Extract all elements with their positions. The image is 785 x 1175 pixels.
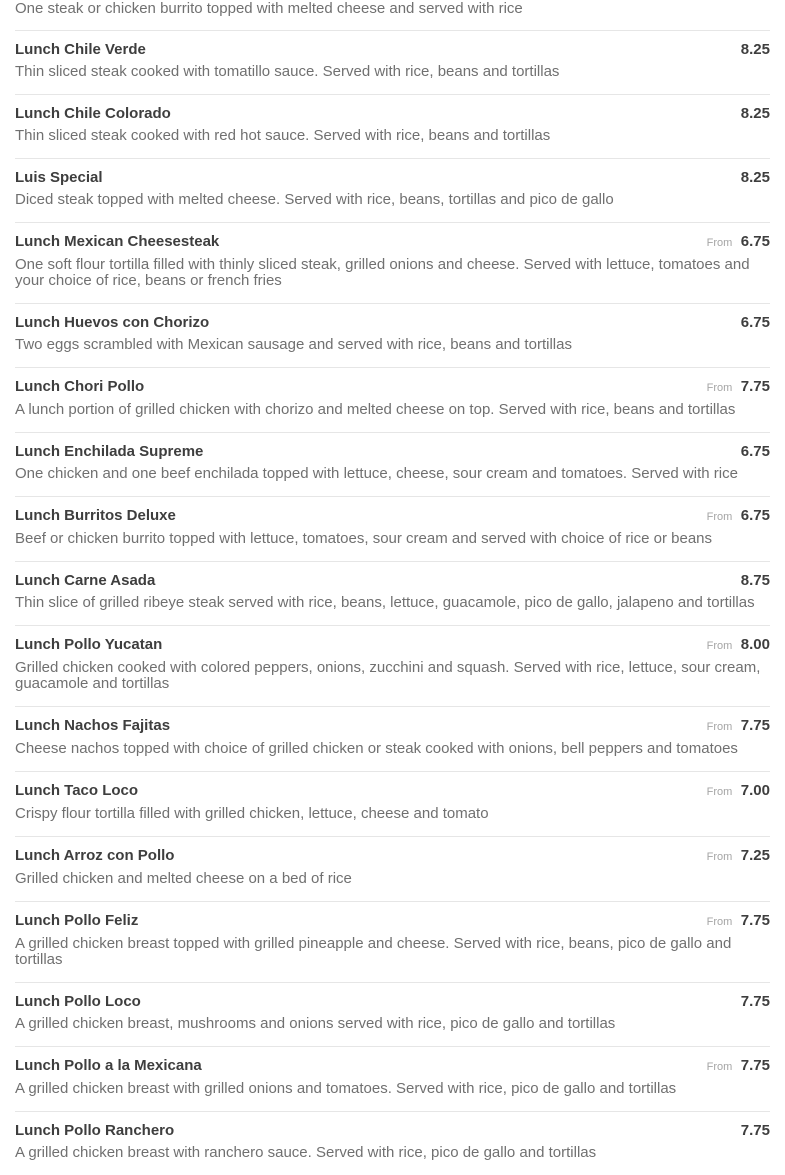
menu-item-header bbox=[15, 314, 770, 332]
menu-item-name: Lunch Pollo Loco bbox=[15, 993, 141, 1010]
menu-item-header bbox=[15, 443, 770, 461]
menu-item-price: 6.75 bbox=[740, 443, 770, 460]
menu-item-name: Lunch Chile Colorado bbox=[15, 105, 171, 122]
menu-item-price: 6.75 bbox=[740, 314, 770, 331]
menu-item-name: Lunch Pollo Ranchero bbox=[15, 1122, 175, 1139]
menu-item-header bbox=[15, 507, 770, 526]
menu-item-price: 7.25 bbox=[740, 847, 770, 864]
from-label: From bbox=[706, 721, 733, 733]
menu-item-price-group bbox=[695, 233, 770, 252]
menu-item-header bbox=[15, 1057, 770, 1076]
menu-item-description: Two eggs scrambled with Mexican sausage and served with rice, beans and tortillas bbox=[15, 336, 572, 353]
menu-item-name: Luis Special bbox=[15, 169, 103, 186]
menu-item-price: 7.75 bbox=[740, 378, 770, 395]
menu-item-description: Diced steak topped with melted cheese. Served with rice, beans, tortillas and pico de gallo bbox=[15, 191, 614, 208]
menu-item[interactable] bbox=[15, 496, 770, 561]
menu-item-header bbox=[15, 41, 770, 59]
menu-item-header bbox=[15, 993, 770, 1011]
menu-item[interactable] bbox=[15, 901, 770, 982]
menu-item-name: Lunch Pollo a la Mexicana bbox=[15, 1057, 202, 1074]
menu-item-description: Grilled chicken and melted cheese on a bed of rice bbox=[15, 870, 352, 887]
menu-item-price-group bbox=[695, 847, 770, 866]
menu-item-header bbox=[15, 717, 770, 736]
from-label: From bbox=[706, 916, 733, 928]
menu-item[interactable] bbox=[15, 771, 770, 836]
menu-item-price-group bbox=[695, 507, 770, 526]
menu-item-price: 8.25 bbox=[740, 169, 770, 186]
menu-item-header bbox=[15, 572, 770, 590]
menu-item-name: Lunch Chile Verde bbox=[15, 41, 146, 58]
from-label: From bbox=[706, 237, 733, 249]
menu-item[interactable] bbox=[15, 303, 770, 367]
menu-item-price-group bbox=[695, 1057, 770, 1076]
menu-item-description: Thin sliced steak cooked with red hot sauce. Served with rice, beans and tortillas bbox=[15, 127, 551, 144]
menu-item[interactable] bbox=[15, 982, 770, 1046]
menu-item[interactable] bbox=[15, 706, 770, 771]
menu-item-price: 6.75 bbox=[740, 233, 770, 250]
menu-item-name: Lunch Taco Loco bbox=[15, 782, 139, 799]
menu-item-name: Lunch Pollo Yucatan bbox=[15, 636, 163, 653]
menu-item-description: One chicken and one beef enchilada topped with lettuce, cheese, sour cream and tomatoes. Served with rice bbox=[15, 465, 738, 482]
from-label: From bbox=[706, 851, 733, 863]
menu-item[interactable] bbox=[15, 836, 770, 901]
menu-item-header bbox=[15, 169, 770, 187]
menu-item[interactable] bbox=[15, 561, 770, 625]
menu-item-name: Lunch Huevos con Chorizo bbox=[15, 314, 210, 331]
menu-item-description: A grilled chicken breast with grilled onions and tomatoes. Served with rice, pico de gallo and tortillas bbox=[15, 1080, 677, 1097]
menu-item-header bbox=[15, 636, 770, 655]
menu-item-price-group bbox=[695, 717, 770, 736]
menu-item-description: Thin sliced steak cooked with tomatillo sauce. Served with rice, beans and tortillas bbox=[15, 63, 560, 80]
menu-item-price-group bbox=[695, 912, 770, 931]
menu-item-name: Lunch Burritos Deluxe bbox=[15, 507, 176, 524]
menu-item-description: One soft flour tortilla filled with thinly sliced steak, grilled onions and cheese. Served with lettuce, tomatoes and your choice of rice, beans or french fries bbox=[15, 256, 750, 289]
menu-item-name: Lunch Enchilada Supreme bbox=[15, 443, 204, 460]
menu-item-price: 7.75 bbox=[740, 1122, 770, 1139]
menu-item-name: Lunch Carne Asada bbox=[15, 572, 156, 589]
from-label: From bbox=[706, 511, 733, 523]
menu-item-price-group bbox=[729, 443, 770, 461]
menu-item-price: 6.75 bbox=[740, 507, 770, 524]
menu-item[interactable] bbox=[15, 625, 770, 706]
menu-item-description: Beef or chicken burrito topped with lettuce, tomatoes, sour cream and served with choice of rice or beans bbox=[15, 530, 713, 547]
menu-item-price: 7.00 bbox=[740, 782, 770, 799]
menu-item-header bbox=[15, 233, 770, 252]
menu-item[interactable] bbox=[15, 222, 770, 303]
menu-item-price-group bbox=[729, 41, 770, 59]
menu-item-price-group bbox=[695, 378, 770, 397]
menu-item-price-group bbox=[729, 105, 770, 123]
menu-item-price: 8.75 bbox=[740, 572, 770, 589]
menu-item-description: Crispy flour tortilla filled with grilled chicken, lettuce, cheese and tomato bbox=[15, 805, 489, 822]
menu-item-price: 8.25 bbox=[740, 41, 770, 58]
menu-item-description: A grilled chicken breast, mushrooms and onions served with rice, pico de gallo and tortillas bbox=[15, 1015, 616, 1032]
menu-item-price: 7.75 bbox=[740, 1057, 770, 1074]
from-label: From bbox=[706, 786, 733, 798]
menu-item-price-group bbox=[729, 314, 770, 332]
menu-item-name: Lunch Mexican Cheesesteak bbox=[15, 233, 220, 250]
menu-item-price-group bbox=[729, 169, 770, 187]
menu-item[interactable] bbox=[15, 367, 770, 432]
menu-item-price-group bbox=[695, 636, 770, 655]
menu-item-price-group bbox=[729, 572, 770, 590]
from-label: From bbox=[706, 1061, 733, 1073]
menu-item-name: Lunch Chori Pollo bbox=[15, 378, 145, 395]
menu-item-price-group bbox=[729, 1122, 770, 1140]
menu-item-name: Lunch Pollo Feliz bbox=[15, 912, 139, 929]
menu-item[interactable] bbox=[15, 94, 770, 158]
menu-item-price: 7.75 bbox=[740, 993, 770, 1010]
menu-item-header bbox=[15, 847, 770, 866]
partial-item-description: One steak or chicken burrito topped with melted cheese and served with rice bbox=[15, 0, 523, 17]
menu-item-name: Lunch Arroz con Pollo bbox=[15, 847, 175, 864]
menu-item-description: Cheese nachos topped with choice of grilled chicken or steak cooked with onions, bell peppers and tomatoes bbox=[15, 740, 738, 757]
menu-item[interactable] bbox=[15, 30, 770, 94]
menu-item-description: A grilled chicken breast with ranchero sauce. Served with rice, pico de gallo and tortillas bbox=[15, 1144, 597, 1161]
menu-item-price: 7.75 bbox=[740, 912, 770, 929]
menu-item-header bbox=[15, 105, 770, 123]
menu-item-price-group bbox=[695, 782, 770, 801]
menu-item-description: Grilled chicken cooked with colored peppers, onions, zucchini and squash. Served with rice, lettuce, sour cream, guacamole and tortillas bbox=[15, 659, 761, 692]
menu-item-header bbox=[15, 378, 770, 397]
menu-item[interactable] bbox=[15, 432, 770, 496]
menu-item-price: 7.75 bbox=[740, 717, 770, 734]
menu-item-description: A grilled chicken breast topped with grilled pineapple and cheese. Served with rice, beans, pico de gallo and tortillas bbox=[15, 935, 732, 968]
menu-item[interactable] bbox=[15, 1111, 770, 1175]
menu-item-header bbox=[15, 782, 770, 801]
from-label: From bbox=[706, 640, 733, 652]
menu-item-name: Lunch Nachos Fajitas bbox=[15, 717, 171, 734]
menu-item[interactable] bbox=[15, 158, 770, 222]
from-label: From bbox=[706, 382, 733, 394]
menu-item-description: Thin slice of grilled ribeye steak served with rice, beans, lettuce, guacamole, pico de gallo, jalapeno and tortillas bbox=[15, 594, 755, 611]
menu-item-header bbox=[15, 1122, 770, 1140]
menu-item-description: A lunch portion of grilled chicken with chorizo and melted cheese on top. Served with rice, beans and tortillas bbox=[15, 401, 736, 418]
menu-item-price: 8.25 bbox=[740, 105, 770, 122]
menu-item-header bbox=[15, 912, 770, 931]
menu-item[interactable] bbox=[15, 1046, 770, 1111]
menu-item-price-group bbox=[729, 993, 770, 1011]
menu-item-price: 8.00 bbox=[740, 636, 770, 653]
